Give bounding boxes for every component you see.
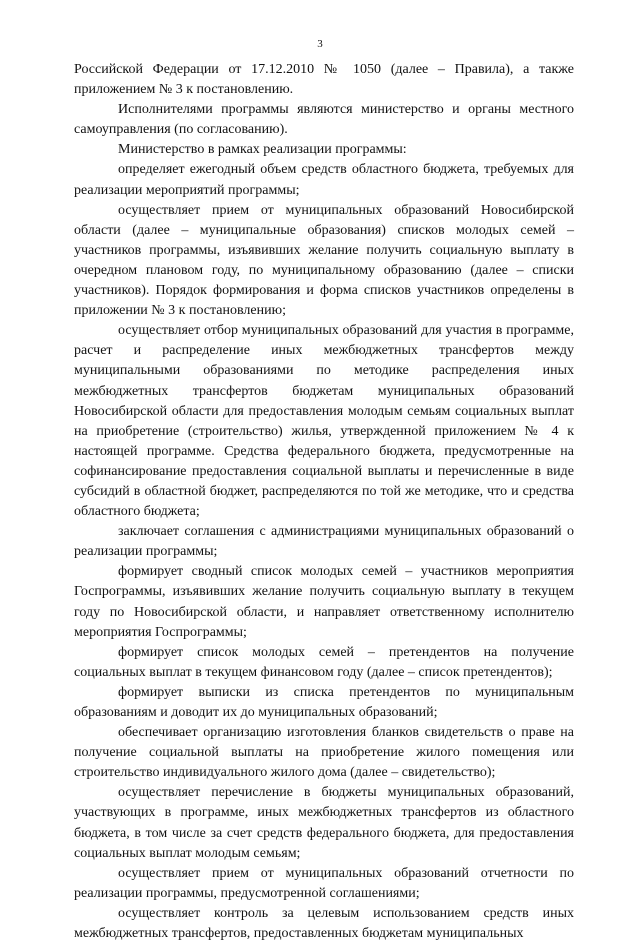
paragraph-transfers: осуществляет перечисление в бюджеты муниципальных образований, участвующих в программе, иных межбюджетных трансфертов из областного бюджета, в том числе за счет средств федерального бюджета, для предоставления социальных выплат молодым семьям; (74, 785, 574, 861)
paragraph-applicants-list: формирует список молодых семей – претендентов на получение социальных выплат в текущем финансовом году (далее – список претендентов); (74, 644, 574, 680)
paragraph-executors: Исполнителями программы являются министерство и органы местного самоуправления (по согласованию). (74, 102, 574, 138)
paragraph-reporting: осуществляет прием от муниципальных образований отчетности по реализации программы, предусмотренной соглашениями; (74, 865, 574, 901)
paragraph-continuation: Российской Федерации от 17.12.2010 № 1050 (далее – Правила), а также приложением № 3 к постановлению. (74, 62, 574, 98)
page-number: 3 (317, 38, 323, 50)
paragraph-budget-volume: определяет ежегодный объем средств областного бюджета, требуемых для реализации мероприятий программы; (74, 162, 574, 198)
paragraph-extracts: формирует выписки из списка претендентов по муниципальным образованиям и доводит их до муниципальных образований; (74, 684, 574, 720)
paragraph-agreements: заключает соглашения с администрациями муниципальных образований о реализации программы; (74, 524, 574, 560)
paragraph-consolidated-list: формирует сводный список молодых семей – участников мероприятия Госпрограммы, изъявивших желание получить социальную выплату в текущем году по Новосибирской области, и направляет ответственному исполнителю мероприятия Госпрограммы; (74, 564, 574, 640)
paragraph-selection-distribution: осуществляет отбор муниципальных образований для участия в программе, расчет и распределение иных межбюджетных трансфертов между муниципальными образованиями по методике распределения иных межбюджетных трансфертов бюджетам муниципальных образований Новосибирской области для предоставления молодым семьям социальных выплат на приобретение (строительство) жилья, утвержденной приложением № 4 к настоящей программе. Средства федерального бюджета, предусмотренные на софинансирование предоставления социальной выплаты и перечисленные в виде субсидий в областной бюджет, распределяются по той же методике, что и средства областного бюджета; (74, 323, 574, 520)
paragraph-ministry-intro: Министерство в рамках реализации программы: (118, 142, 407, 158)
paragraph-control: осуществляет контроль за целевым использованием средств иных межбюджетных трансфертов, предоставленных бюджетам муниципальных (74, 905, 574, 942)
document-body (74, 60, 574, 944)
paragraph-certificate-forms: обеспечивает организацию изготовления бланков свидетельств о праве на получение социальной выплаты на приобретение жилого помещения или строительство индивидуального жилого дома (далее – свидетельство); (74, 725, 574, 781)
paragraph-participant-lists: осуществляет прием от муниципальных образований Новосибирской области (далее – муниципальные образования) списков молодых семей – участников программы, изъявивших желание получить социальную выплату в очередном плановом году, по муниципальному образованию (далее – списки участников). Порядок формирования и форма списков участников определены в приложении № 3 к постановлению; (74, 202, 574, 319)
